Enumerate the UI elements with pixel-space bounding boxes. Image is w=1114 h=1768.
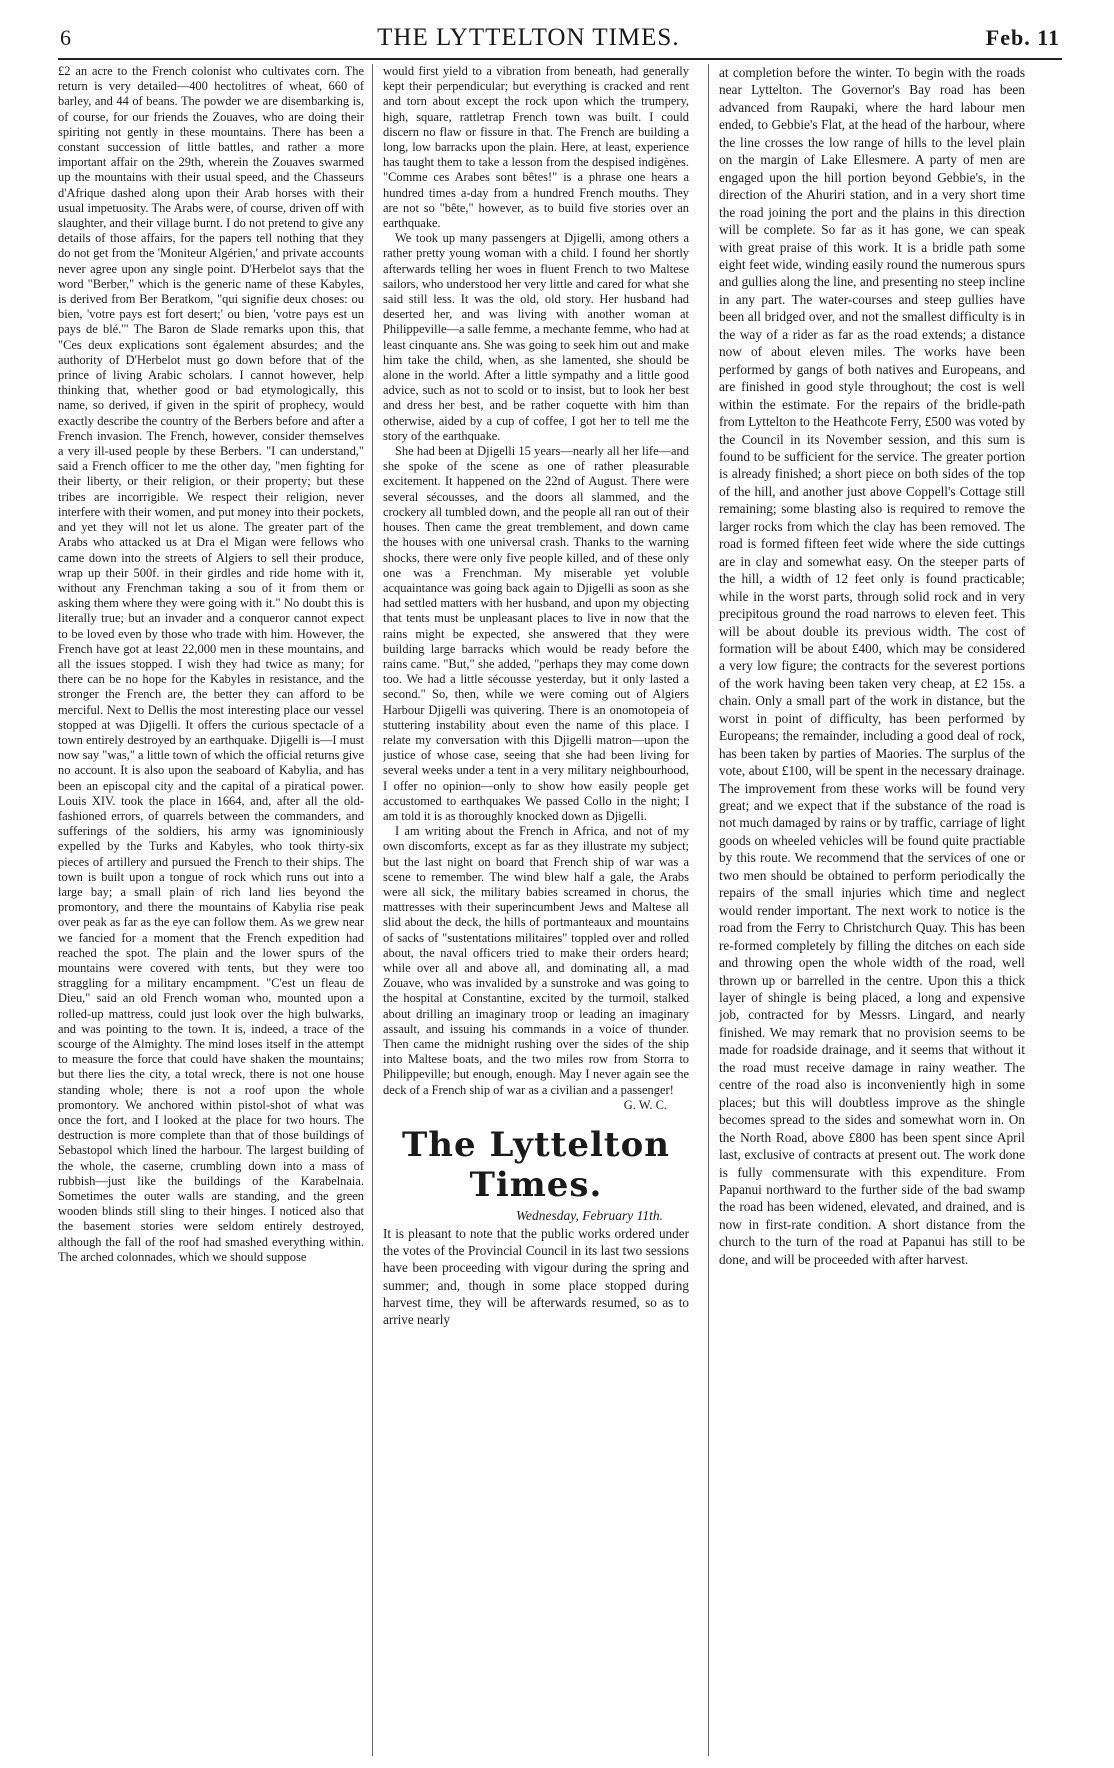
column-2: [383, 64, 689, 1756]
issue-date: Feb. 11: [985, 25, 1060, 50]
editorial-dateline: Wednesday, February 11th.: [516, 1208, 663, 1224]
column-1: [58, 64, 364, 1756]
author-signature: G. W. C.: [623, 1097, 667, 1112]
header-rule: [58, 58, 1062, 60]
editorial-banner: The Lyttelton Times.: [402, 1125, 670, 1206]
article-paragraph: £2 an acre to the French colonist who cultivates corn. The return is very detailed—400 hectolitres of wheat, 660 of barley, and 44 of beans. The powder we are disembarking is, of course, for our friends the Zouaves, who are doing their spiriting not gently in these mountains. There has been a constant succession of little battles, and rather a more important affair on the 29th, wherein the Zouaves swarmed up the mountains with their usual speed, and the Chasseurs d'Afrique dashed along upon their Arab horses with their usual impetuosity. The Arabs were, of course, driven off with slaughter, and their village burnt. I do not pretend to give any details of those affairs, for the papers tell nothing that they do not get from the 'Moniteur Algérien,' and private accounts never agree upon any single point. D'Herbelot says that the word "Berber," which is the generic name of these Kabyles, is derived from Ber Beratkom, "qui signifie deux choses: ou bien, 'votre pays est fort desert;' ou bien, 'votre pays est un pays de blé.'" The Baron de Slade remarks upon this, that "Ces deux explications sont également absurdes; and the authority of D'Herbelot must go down before that of the prince of living Arabic scholars. I cannot however, help thinking that, whether good or bad etymologically, this name, so derived, if given in the spirit of prophecy, would exactly describe the country of the Berbers before and after a French invasion. The French, however, consider themselves a very ill-used people by these Berbers. "I can understand," said a French officer to me the other day, "men fighting for their liberty, or their religion, or their property; but these tribes are incorrigible. We respect their religion, never interfere with their women, and put money into their pockets, and yet they will not let us alone. The greater part of the Arabs who attacked us at Dra el Migan were fellows who came down into the streets of Algiers to sell their produce, wrap up their 500f. in their girdles and ride home with it, without any Frenchman taking a sou of it from them or asking them where they were going with it." No doubt this is literally true; but an invader and a conqueror cannot expect to be loved even by those who trade with him. However, the French have got at least 22,000 men in these mountains, and all the issues stopped. I wish they had twice as many; for there can be no hope for the Kabyles in resistance, and the stronger the French are, the better they can afford to be merciful. Next to Dellis the most interesting place our vessel stopped at was Djigelli. It offers the curious spectacle of a town entirely destroyed by an earthquake. Djigelli is—I must now say "was," a little town of which the official returns give no account. It is also upon the seaboard of Kabylia, and has been an episcopal city and the capital of a piratical power. Louis XIV. took the place in 1664, and, after all the old-fashioned errors, of quarrels between the commanders, and sufferings of the soldiers, his army was ignominiously expelled by the Turks and Kabyles, who took thirty-six pieces of artillery and pursued the French to their ships. The town is built upon a tongue of rock which runs out into a large bay; a small plain of rich land lies beyond the promontory, and there the mountains of Kabylia rise peak over peak as far as the eye can follow them. As we grew near we fancied for a moment that the French expedition had reached the spot. The plain and the lower spurs of the mountains were covered with tents, but they were too straggling for a military encampment. "C'est un fleau de Dieu," said an old French woman who, mounted upon a rolled-up mattress, could just look over the high bulwarks, and was pointing to the town. It is, indeed, a trace of the scourge of the Almighty. The mind loses itself in the attempt to measure the force that could have shaken the mountains; but there lies the city, a total wreck, there is not one house standing whole; there is not a roof upon the whole promontory. We anchored within pistol-shot of what was once the fort, and I looked at the place for two hours. The destruction is more complete than that of those buildings of Sebastopol which lined the harbour. The largest building of the whole, the caserne, crumbling down into a mass of rubbish—just like the buildings of the Karabelnaia. Sometimes the outer walls are standing, and the green wooden blinds still sling to their hinges. I noticed also that the basement stories were seldom entirely destroyed, although the fall of the roof had smashed everything within. The arched colonnades, which we should suppose: [58, 64, 364, 1264]
article-paragraph: She had been at Djigelli 15 years—nearly all her life—and she spoke of the scene as one of rather pleasurable excitement. It happened on the 22nd of August. There were several sécousses, and the doors all slammed, and the crockery all tumbled down, and the people all ran out of their houses. Then came the great tremblement, and down came the houses with one universal crash. Thanks to the warning shocks, there were only five people killed, and of these only one was a Frenchman. My miserable yet voluble acquaintance was going back again to Djigelli as soon as she had settled matters with her husband, and upon my objecting that tents must be unpleasant places to live in now that the rains might be expected, she answered that they were building large barracks which would be ready before the rains came. "But," she added, "perhaps they may come down too. We had a little sécousse yesterday, but it only lasted a second." So, then, while we were coming out of Algiers Harbour Djigelli was quivering. There is an onomotopeia of stuttering instability about even the name of this place. I relate my conversation with this Djigelli matron—upon the justice of whose case, seeing that she had been living for several weeks under a tent in a very military neighbourhood, I offer no opinion—only to show how easily people get accustomed to earthquakes We passed Collo in the night; I am told it is as thoroughly knocked down as Djigelli.: [383, 444, 689, 823]
article-paragraph: would first yield to a vibration from beneath, had generally kept their perpendicular; but everything is cracked and rent and torn about except the rock upon which the trumpery, high, square, rattletrap French town was built. I could discern no flaw or fissure in that. The French are building a long, low barracks upon the plain. Here, at least, experience has taught them to take a lesson from the despised indigènes. "Comme ces Arabes sont bêtes!" is a phrase one hears a hundred times a-day from a hundred French mouths. They are not so "bête," however, as to build five stories over an earthquake.: [383, 64, 689, 231]
article-paragraph: I am writing about the French in Africa, and not of my own discomforts, except as far as they illustrate my subject; but the last night on board that French ship of war was a scene to remember. The wind blew half a gale, the Arabs were all sick, the military babies screamed in chorus, the mattresses with their superincumbent Jews and Maltese all slid about the deck, the hills of portmanteaux and mountains of sacks of "sustentations militaires" toppled over and rolled about, the naval officers tried to make their orders heard; while over all and above all, and dominating all, a mad Zouave, who was invalided by a sunstroke and was going to the hospital at Constantine, excited by the turmoil, stalked about drilling an imaginary troop or leading an imaginary assault, and issuing his commands in a voice of thunder. Then came the midnight rushing over the sides of the ship into Maltese boats, and the two miles row from Storra to Philippeville; but enough, enough. May I never again see the deck of a French ship of war as a civilian and a passenger!: [383, 824, 689, 1097]
masthead: [60, 24, 1060, 54]
editorial-lead-paragraph: It is pleasant to note that the public works ordered under the votes of the Provincial Council in its last two sessions have been proceeding with vigour during the spring and summer; and, though in some place stopped during harvest time, they will be afterwards resumed, so as to arrive nearly: [383, 1226, 689, 1328]
article-paragraph: We took up many passengers at Djigelli, among others a rather pretty young woman with a child. I found her shortly afterwards telling her woes in fluent French to two Maltese sailors, who understood her very little and cared for what she said still less. It was the old, old story. Her husband had deserted her, and was living with another woman at Philippeville—a salle femme, a mechante femme, who had at least cinquante ans. She was going to seek him out and make him take the child, when, as she lamented, she should be alone in the world. After a little sympathy and a little good advice, such as not to scold or to insist, but to look her best and dress her best, and be rather coquette with him than otherwise, aided by a cup of coffee, I got her to tell me the story of the earthquake.: [383, 231, 689, 443]
column-3: [719, 64, 1025, 1756]
page-title: THE LYTTELTON TIMES.: [377, 24, 680, 51]
column-divider: [708, 64, 709, 1756]
column-divider: [372, 64, 373, 1756]
editorial-paragraph: at completion before the winter. To begin with the roads near Lyttelton. The Governor's Bay road has been advanced from Raupaki, where the hard labour men ended, to Gebbie's Flat, at the head of the harbour, where the line crosses the low range of hills to the level plain on the margin of Lake Ellesmere. A party of men are engaged upon the hill portion beyond Gebbie's, in the direction of the Ahuriri station, and in a very short time the road joining the port and the plains in this direction will be complete. So far as it has gone, we can speak with great praise of this work. It is a bridle path some eight feet wide, winding easily round the numerous spurs and gullies along the line, and presenting no steep incline in any part. The water-courses and steep gullies have been all bridged over, and not the smallest difficulty is in the way of a rider as far as the road extends; a distance now of about eleven miles. The works have been performed by gangs of both natives and Europeans, and are finished in good style throughout; the cost is well within the estimate. For the repairs of the bridle-path from Lyttelton to the Heathcote Ferry, £500 was voted by the Council in its November session, and this sum is found to be sufficient for the service. The greater portion is already finished; a short piece on both sides of the top of the hill, and another just above Coppell's Cottage still remaining; some blasting also is required to remove the larger rocks from which the clay has been removed. The road is formed fifteen feet wide where the side cuttings are in clay and somewhat easy. On the steeper parts of the hill, a width of 12 feet only is found practicable; while in the worst parts, through solid rock and in very precipitous ground the road narrows to eleven feet. This will be about double its previous width. The cost of formation will be about £400, which may be considered a very low figure; the contracts for the severest portions of the work having been taken very cheap, at £2 15s. a chain. Only a small part of the work in distance, but the worst in point of difficulty, has been performed by Europeans; the remainder, including a good deal of rock, has been taken by parties of Maories. The surplus of the vote, about £100, will be spent in the necessary drainage. The improvement from these works will be found very great; and we expect that if the substance of the road is not much damaged by rains or by traffic, carriage of light goods on wheeled vehicles will be found quite practiable by this route. We recommend that the services of one or two men should be obtained to perform periodically the repairs of the small injuries which time and neglect would render important. The next work to notice is the road from the Ferry to Christchurch Quay. This has been re-formed completely by filling the ditches on each side and throwing open the whole width of the road, well thrown up or barrelled in the centre. Upon this a thick layer of shingle is being placed, a long and expensive job, contracted for by Messrs. Lingard, and nearly finished. We may remark that no provision seems to be made for roadside drainage, and it seems that without it the road must receive damage in rainy weather. The centre of the road also is inconveniently high in some places; but this will doubtless improve as the shingle becomes spread to the sides and somewhat worn in. On the North Road, above £800 has been spent since April last, exclusive of contracts at present out. The work done is fully commensurate with this expenditure. From Papanui northward to the further side of the bad swamp the road has been widened, elevated, and drained, and is now in first-rate condition. A short distance from the church to the turn of the road at Papanui has still to be done, and will be proceeded with after harvest.: [719, 65, 1025, 1267]
page-number: 6: [60, 25, 71, 50]
